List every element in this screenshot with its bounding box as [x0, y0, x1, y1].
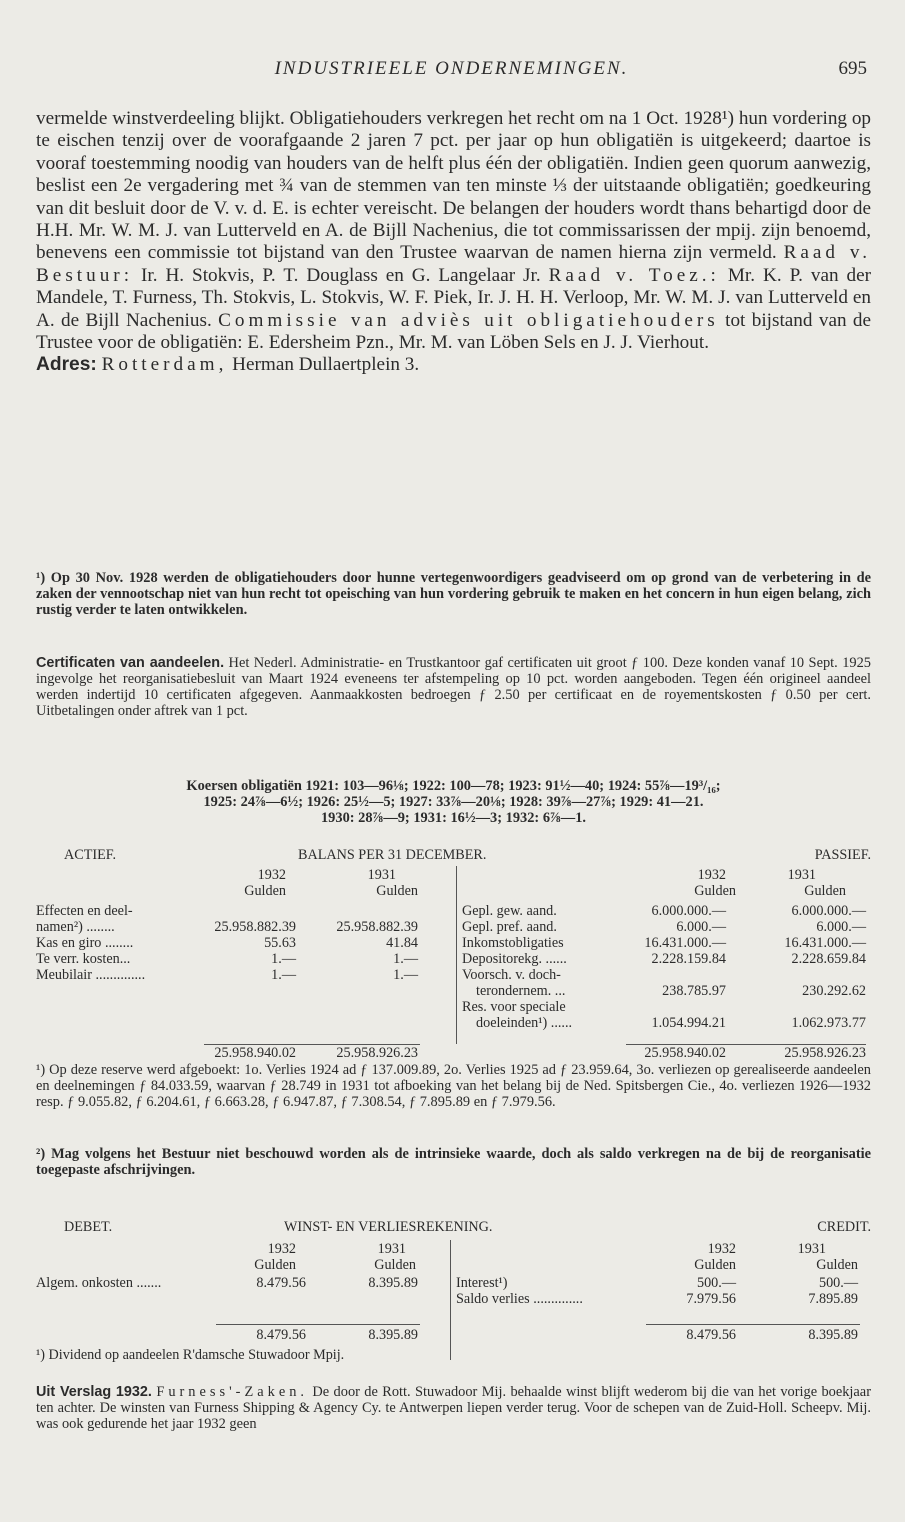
adres-city: Rotterdam, — [101, 354, 228, 376]
actief-label: Meubilair .............. — [36, 967, 146, 983]
passief-label: Inkomstobligaties — [462, 935, 564, 951]
credit-value: 500.— — [696, 1275, 736, 1291]
credit-value: 500.— — [818, 1275, 858, 1291]
passief-value: 6.000.— — [816, 919, 866, 935]
page-header — [36, 58, 867, 88]
winst-table — [36, 1220, 871, 1370]
debet-value: 8.479.56 — [256, 1275, 306, 1291]
column-divider — [450, 1240, 451, 1360]
currency-header: Gulden — [374, 1257, 416, 1273]
total-value: 25.958.926.23 — [336, 1045, 418, 1061]
winst-title: WINST- EN VERLIESREKENING. — [284, 1219, 493, 1235]
actief-value: 1.— — [271, 967, 296, 983]
body-line: een commissie tot bijstand van den Trustee waarvan de namen hierna zijn — [114, 242, 703, 264]
year-header: 1931 — [367, 867, 396, 883]
debet-head: DEBET. — [64, 1219, 113, 1235]
balans-title: BALANS PER 31 DECEMBER. — [298, 847, 487, 863]
verslag-spaced: Furness'-Zaken. — [156, 1384, 309, 1400]
total-value: 8.395.89 — [808, 1327, 858, 1343]
passief-value: 2.228.159.84 — [651, 951, 726, 967]
passief-value: 1.054.994.21 — [651, 1015, 726, 1031]
year-header: 1932 — [267, 1241, 296, 1257]
verslag-label: Uit Verslag 1932. — [36, 1384, 152, 1400]
body-line: wordt thans behartigd door de H.H. Mr. W. M. J. van Lutterveld en A. de — [36, 197, 872, 242]
body-line: vermeld. — [709, 242, 777, 264]
year-header: 1931 — [787, 867, 816, 883]
passief-label: doeleinden¹) ...... — [476, 1015, 573, 1031]
body-line: Bijll Nachenius, die tot commissarissen der mpij. zijn benoemd, benevens — [36, 220, 872, 264]
body-text — [36, 108, 871, 377]
body-line: na 1 Oct. 1928¹) hun vordering op te eischen tenzij over de voorafgaande — [36, 108, 872, 152]
footnote-waarde — [36, 1146, 871, 1178]
koersen-line: 1930: 28⅞—9; 1931: 16½—3; 1932: 6⅞—1. — [320, 810, 586, 826]
certificaten-text: Het Nederl. Administratie- en Trustkantoor gaf certificaten uit groot ƒ 100. Deze konden vanaf 10 Sept. 1925 ingevolge het reorganisatiebesluit van Maart 1924 eveneens ter afstempeling op 10 pct. worden aangeboden. Tegen één origineel aandeel werden indertijd 10 certificaten afgegeven. Aanmaakkosten bedroegen ƒ 2.50 per certificaat en de royementskosten ƒ 0.50 per cert. Uitbetalingen onder aftrek van 1 pct. — [36, 655, 871, 719]
balans-table — [36, 847, 871, 1061]
actief-value: 41.84 — [386, 935, 418, 951]
actief-label: Kas en giro ........ — [36, 935, 134, 951]
currency-header: Gulden — [804, 883, 846, 899]
total-value: 25.958.940.02 — [644, 1045, 726, 1061]
actief-value: 1.— — [393, 951, 418, 967]
rvb-label: Raad v. Bestuur: — [36, 242, 872, 286]
running-title: INDUSTRIEELE ONDERNEMINGEN. — [274, 58, 629, 79]
certificaten-label: Certificaten van aandeelen. — [36, 655, 225, 671]
body-line: stemmen van ten minste ⅓ der uitstaande obligatiën; goedkeuring van — [36, 175, 872, 219]
passief-label: Gepl. gew. aand. — [462, 903, 557, 919]
actief-value: 1.— — [271, 951, 296, 967]
body-line: 2 jaren 7 pct. per jaar op hun obligatiën is uitgekeerd; daartoe is vooraf — [36, 130, 871, 174]
verslag-text: De door de Rott. Stuwadoor Mij. behaalde winst blijft wederom bij die van het vorige boekjaar ten achter. De winsten van Furness Shipping & Agency Cy. te Antwerpen liepen verder terug. Voor de schepen van de Zuid-Holl. Scheepv. Mij. was ook gedurende het jaar 1932 geen — [36, 1384, 871, 1432]
actief-label: namen²) ........ — [36, 919, 115, 935]
passief-value: 238.785.97 — [662, 983, 726, 999]
total-value: 8.479.56 — [686, 1327, 736, 1343]
currency-header: Gulden — [694, 883, 736, 899]
passief-value: 1.062.973.77 — [791, 1015, 866, 1031]
year-header: 1932 — [257, 867, 286, 883]
passief-value: 16.431.000.— — [644, 935, 726, 951]
footnote-text: ²) Mag volgens het Bestuur niet beschouwd worden als de intrinsieke waarde, doch als saldo verkregen na de bij de reorganisatie toegepaste afschrijvingen. — [36, 1146, 871, 1178]
actief-value: 1.— — [393, 967, 418, 983]
koersen-line: Koersen obligatiën 1921: 103—96⅛; 1922: 100—78; 1923: 91½—40; 1924: 55⅞—19³/₁₆; — [186, 778, 721, 794]
credit-label: Interest¹) — [456, 1275, 508, 1291]
rvt-names: Mr. K. P. van der Mandele, T. Furness, Th. Stokvis, L. Stokvis, W. F. Piek, Ir. J. H. H. Verloop, Mr. W. M. J. van Lutterveld en A. de Bijll Nachenius. — [36, 264, 872, 331]
passief-label: Gepl. pref. aand. — [462, 919, 557, 935]
total-value: 8.479.56 — [256, 1327, 306, 1343]
winst-footnote: ¹) Dividend op aandeelen R'damsche Stuwadoor Mpij. — [36, 1347, 345, 1363]
actief-value: 25.958.882.39 — [336, 919, 418, 935]
passief-label: terondernem. ... — [476, 983, 566, 999]
total-value: 8.395.89 — [368, 1327, 418, 1343]
rvt-label: Raad v. Toez.: — [548, 264, 720, 286]
commissie-names: tot bijstand van de Trustee voor de obligatiën: E. Edersheim Pzn., Mr. M. van Löben Sels en J. J. Vierhout. — [36, 309, 872, 354]
koersen-line: 1925: 24⅞—6½; 1926: 25½—5; 1927: 33⅞—20⅛; 1928: 39⅞—27⅞; 1929: 41—21. — [203, 794, 704, 810]
actief-label: Effecten en deel- — [36, 903, 133, 919]
body-line: Indien geen quorum aanwezig, beslist een 2e vergadering met ¾ van de — [36, 152, 872, 197]
total-value: 25.958.926.23 — [784, 1045, 866, 1061]
currency-header: Gulden — [694, 1257, 736, 1273]
koersen-section — [36, 778, 871, 826]
currency-header: Gulden — [254, 1257, 296, 1273]
page-number: 695 — [838, 58, 867, 79]
currency-header: Gulden — [816, 1257, 858, 1273]
passief-value: 6.000.— — [676, 919, 726, 935]
passief-label: Voorsch. v. doch- — [462, 967, 561, 983]
passief-head: PASSIEF. — [814, 847, 871, 863]
passief-value: 6.000.000.— — [651, 903, 726, 919]
actief-head: ACTIEF. — [64, 847, 117, 863]
column-divider — [456, 866, 457, 1044]
passief-label: Res. voor speciale — [462, 999, 566, 1015]
actief-value: 55.63 — [264, 935, 296, 951]
year-header: 1932 — [697, 867, 726, 883]
currency-header: Gulden — [376, 883, 418, 899]
certificaten-section — [36, 655, 871, 719]
body-line: dit besluit door de V. v. d. E. is echter vereischt. De belangen der houders — [68, 197, 635, 219]
passief-value: 16.431.000.— — [784, 935, 866, 951]
adres-label: Adres: — [36, 354, 97, 376]
credit-label: Saldo verlies .............. — [456, 1291, 583, 1307]
commissie-label: Commissie van adviès uit obligatiehouders — [218, 309, 719, 331]
footnote-text: ¹) Op 30 Nov. 1928 werden de obligatiehouders door hunne vertegenwoordigers geadviseerd om op grond van de verbetering in de zaken der vennootschap niet van hun recht tot opeisching van hun vordering gebruik te maken en het concern in hun eigen belang, zich rustig verder te laten ontwikkelen. — [36, 570, 871, 618]
passief-value: 6.000.000.— — [791, 903, 866, 919]
year-header: 1932 — [707, 1241, 736, 1257]
passief-label: Depositorekg. ...... — [462, 951, 567, 967]
credit-value: 7.979.56 — [686, 1291, 736, 1307]
actief-label: Te verr. kosten... — [36, 951, 131, 967]
verslag-section — [36, 1384, 871, 1432]
passief-value: 2.228.659.84 — [791, 951, 866, 967]
year-header: 1931 — [377, 1241, 406, 1257]
rvb-names: Ir. H. Stokvis, P. T. Douglass en G. Langelaar Jr. — [140, 264, 541, 286]
total-rule — [216, 1324, 420, 1325]
footnote-text: ¹) Op deze reserve werd afgeboekt: 1o. Verlies 1924 ad ƒ 137.009.89, 2o. Verlies 1925 ad ƒ 23.959.64, 3o. verliezen op gerealiseerde aandeelen en deelnemingen ƒ 84.033.59, waarvan ƒ 28.749 in 1931 tot afboeking van het belang bij de Ned. Spitsbergen Cie., 4o. verliezen 1926—1932 resp. ƒ 9.055.82, ƒ 6.204.61, ƒ 6.663.28, ƒ 6.947.87, ƒ 7.308.54, ƒ 7.895.89 en ƒ 7.979.56. — [36, 1062, 871, 1110]
passief-value: 230.292.62 — [802, 983, 866, 999]
currency-header: Gulden — [244, 883, 286, 899]
credit-value: 7.895.89 — [808, 1291, 858, 1307]
credit-head: CREDIT. — [817, 1219, 871, 1235]
footnote-obligaties — [36, 570, 871, 618]
actief-value: 25.958.882.39 — [214, 919, 296, 935]
debet-value: 8.395.89 — [368, 1275, 418, 1291]
year-header: 1931 — [797, 1241, 826, 1257]
adres-street: Herman Dullaertplein 3. — [232, 354, 420, 376]
body-line: vermelde winstverdeeling blijkt. Obligatiehouders verkregen het recht om — [36, 108, 605, 129]
footnote-reserve — [36, 1062, 871, 1110]
total-value: 25.958.940.02 — [214, 1045, 296, 1061]
body-line: toestemming noodig van houders van de helft plus één der obligatiën. — [91, 152, 629, 174]
debet-label: Algem. onkosten ....... — [36, 1275, 162, 1291]
total-rule — [646, 1324, 860, 1325]
